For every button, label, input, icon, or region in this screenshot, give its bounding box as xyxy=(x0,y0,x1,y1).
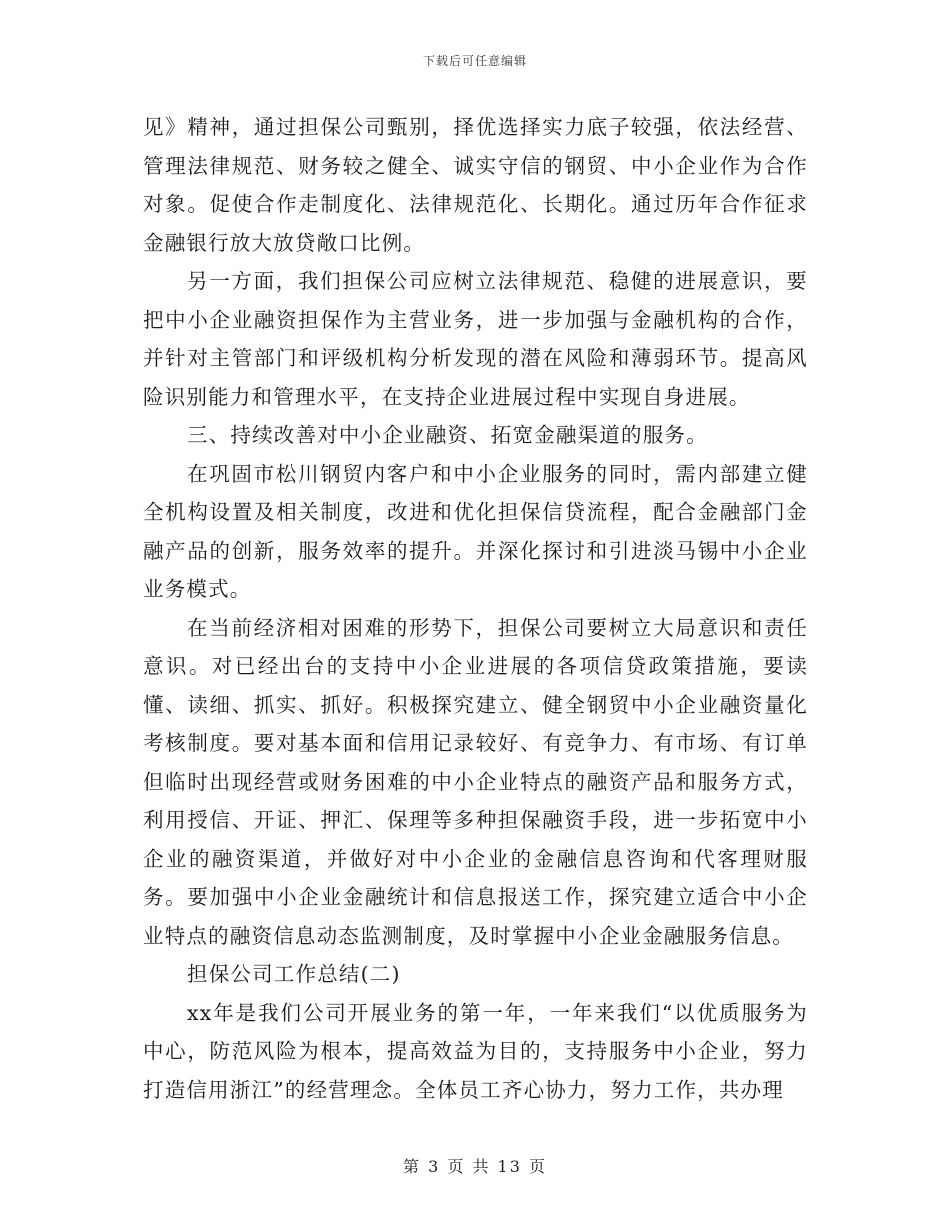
section-heading-3: 三、持续改善对中小企业融资、拓宽金融渠道的服务。 xyxy=(187,423,708,447)
section-title-summary-2: 担保公司工作总结(二) xyxy=(187,962,401,986)
paragraph-2: 另一方面，我们担保公司应树立法律规范、稳健的进展意识，要把中小企业融资担保作为主营业务，进一步加强与金融机构的合作，并针对主管部门和评级机构分析发现的潜在风险和薄弱环节。提高风险识别能力和管理水平，在支持企业进展过程中实现自身进展。 xyxy=(143,269,808,409)
document-body xyxy=(143,108,808,1109)
paragraph-1: 见》精神，通过担保公司甄别，择优选择实力底子较强，依法经营、管理法律规范、财务较之健全、诚实守信的钢贸、中小企业作为合作对象。促使合作走制度化、法律规范化、长期化。通过历年合作征求金融银行放大放贷敞口比例。 xyxy=(143,115,808,255)
paragraph-4: 在巩固市松川钢贸内客户和中小企业服务的同时，需内部建立健全机构设置及相关制度，改进和优化担保信贷流程，配合金融部门金融产品的创新，服务效率的提升。并深化探讨和引进淡马锡中小企业业务模式。 xyxy=(143,461,808,601)
page-header-note: 下载后可任意编辑 xyxy=(422,54,527,68)
page-number: 第 3 页 共 13 页 xyxy=(403,1157,547,1176)
paragraph-5: 在当前经济相对困难的形势下，担保公司要树立大局意识和责任意识。对已经出台的支持中小企业进展的各项信贷政策措施，要读懂、读细、抓实、抓好。积极探究建立、健全钢贸中小企业融资量化考核制度。要对基本面和信用记录较好、有竞争力、有市场、有订单但临时出现经营或财务困难的中小企业特点的融资产品和服务方式，利用授信、开证、押汇、保理等多种担保融资手段，进一步拓宽中小企业的融资渠道，并做好对中小企业的金融信息咨询和代客理财服务。要加强中小企业金融统计和信息报送工作，探究建立适合中小企业特点的融资信息动态监测制度，及时掌握中小企业金融服务信息。 xyxy=(143,615,808,948)
paragraph-7: xx年是我们公司开展业务的第一年，一年来我们“以优质服务为中心，防范风险为根本，提高效益为目的，支持服务中小企业，努力打造信用浙江”的经营理念。全体员工齐心协力，努力工作，共办理 xyxy=(143,1000,808,1102)
